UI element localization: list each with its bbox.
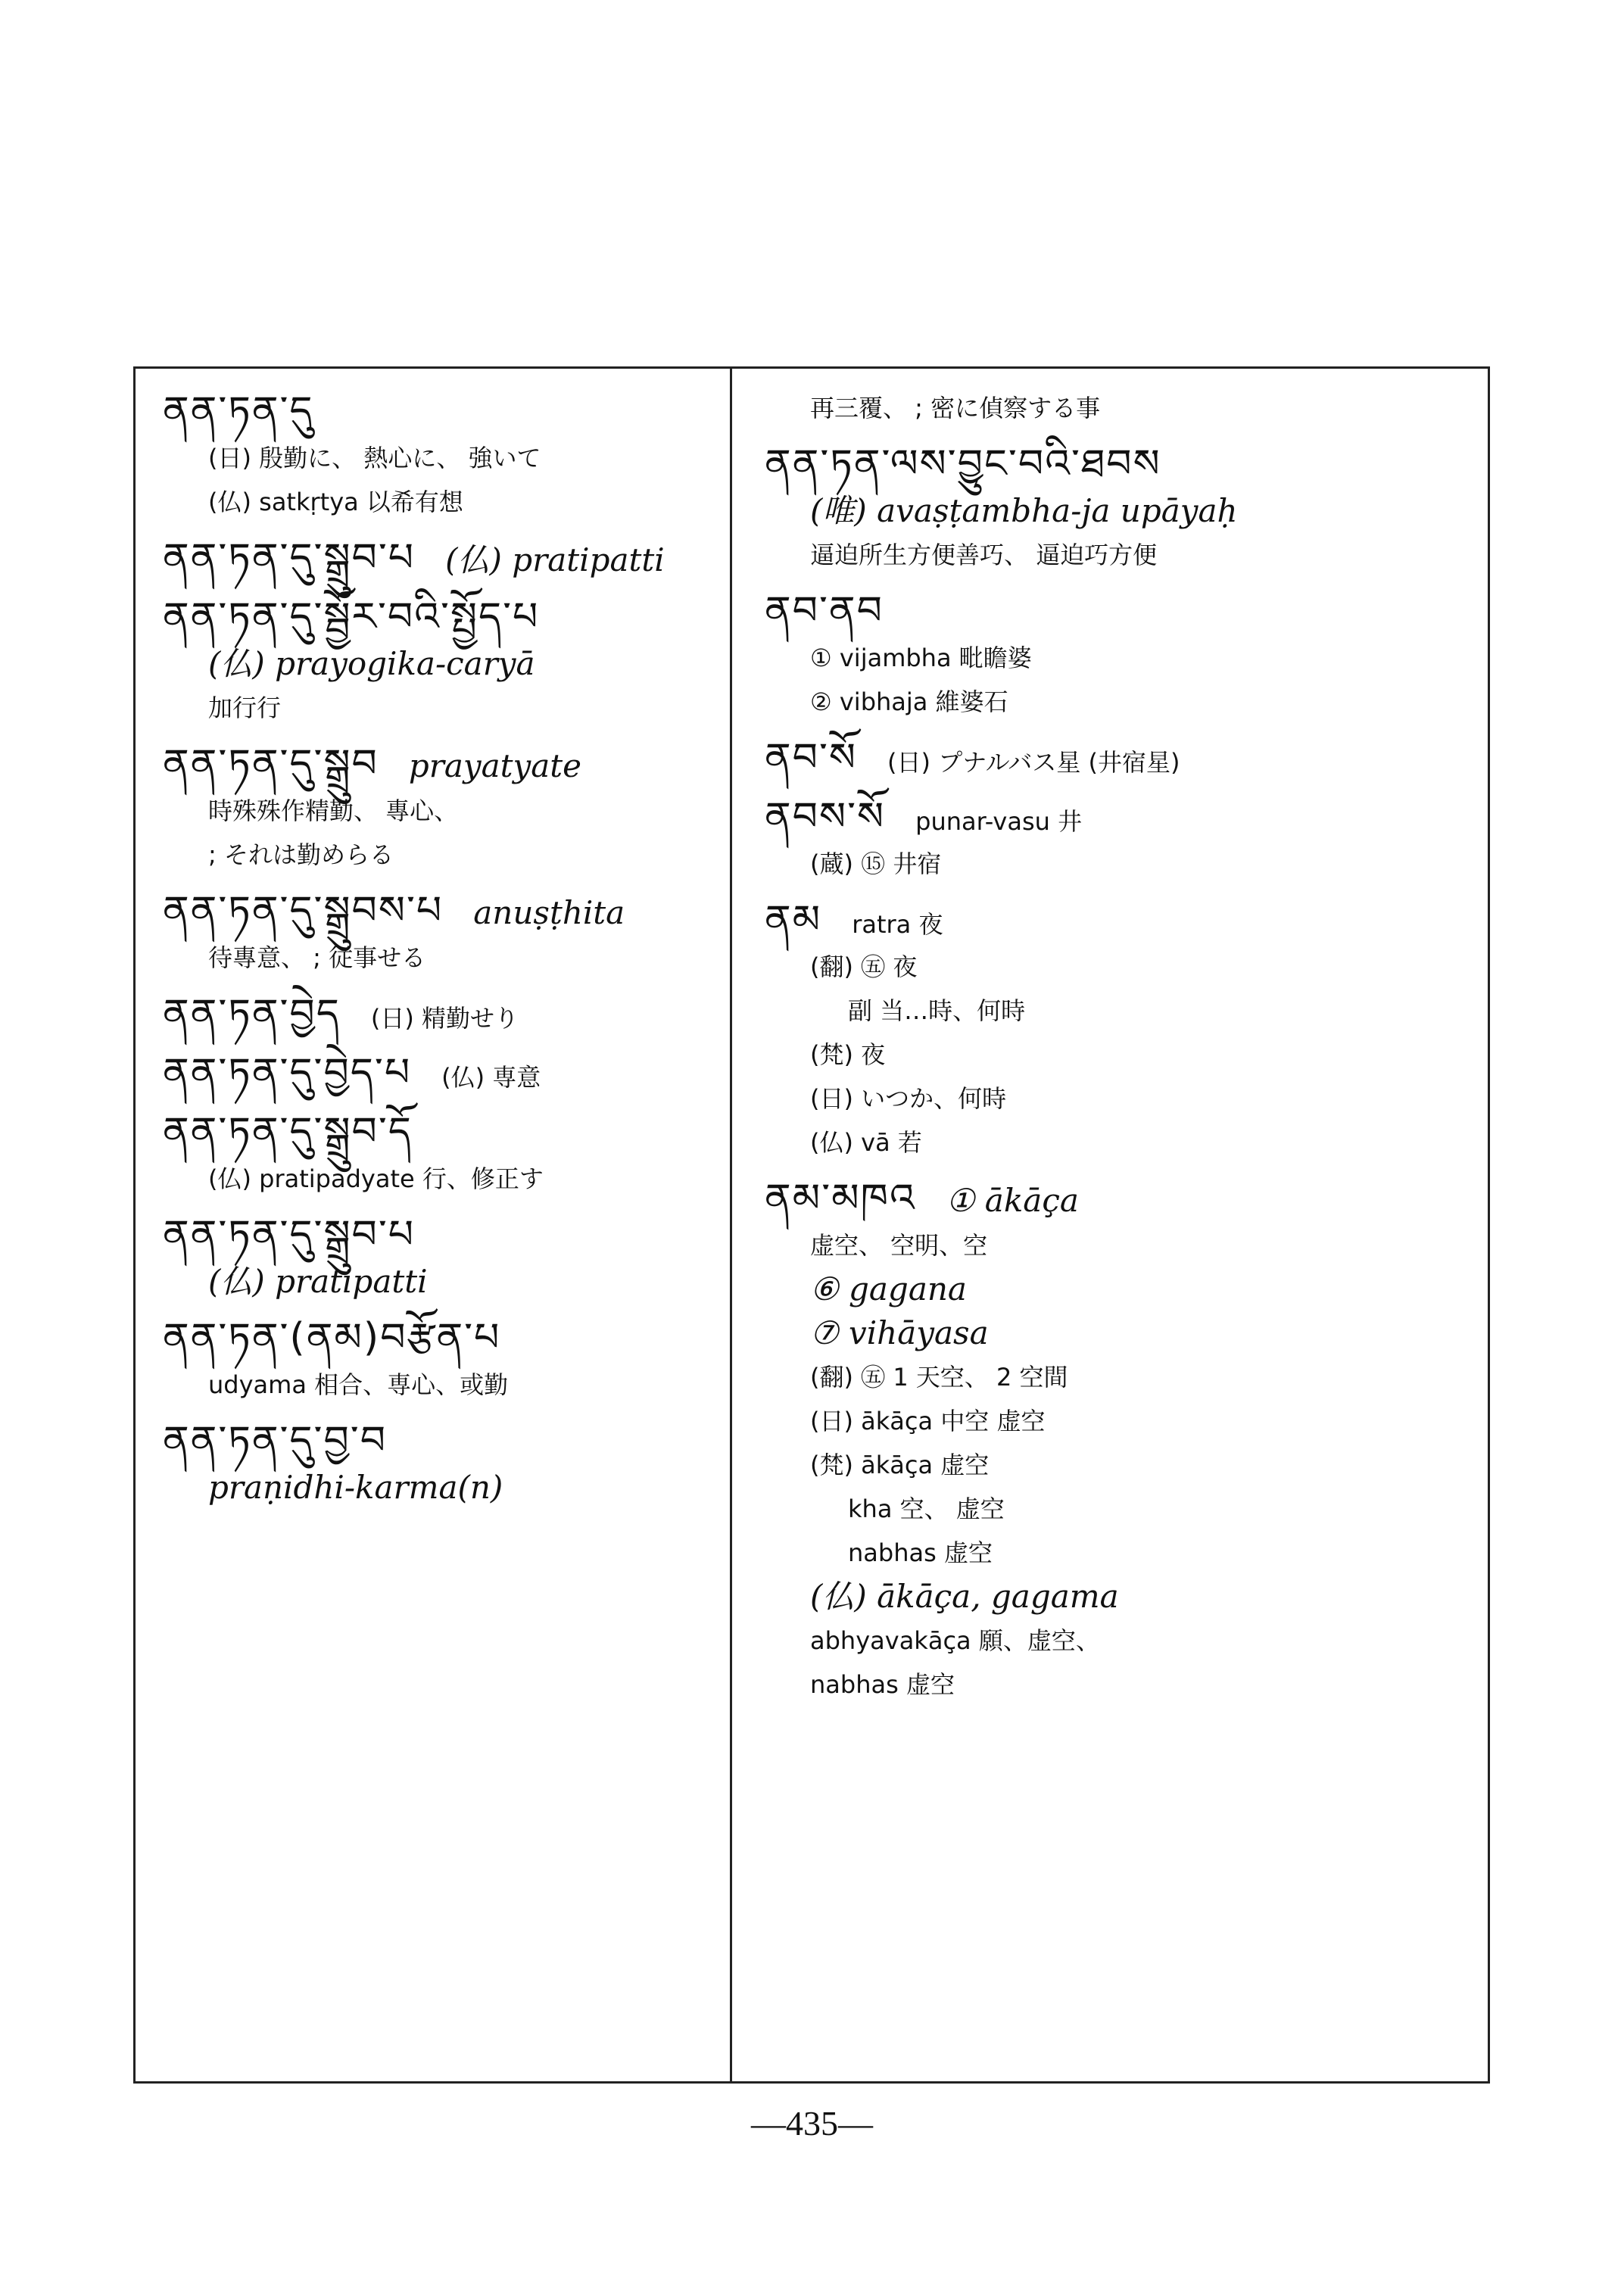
- gloss-line: (蔵) ⑮ 井宿: [810, 849, 942, 878]
- entry-headword-line: [765, 586, 1469, 636]
- gloss-line: (仏) pratipatti: [208, 1263, 428, 1300]
- tibetan-headword: ནན་ཏན་དུ་སྒྲུབ་དོ: [163, 1109, 413, 1155]
- dictionary-entry: [163, 533, 715, 583]
- gloss-line: nabhas 虚空: [810, 1670, 955, 1699]
- dictionary-entry: [765, 586, 1469, 724]
- gloss-line: (日) 殷勤に、 熱心に、 強いて: [208, 444, 541, 472]
- entry-headword-line: [163, 1416, 715, 1466]
- inline-gloss: (仏) 専意: [441, 1063, 541, 1092]
- tibetan-headword: ནམ་མཁའ: [765, 1176, 916, 1221]
- entry-headword-line: [163, 1313, 715, 1363]
- dictionary-entry: [163, 592, 715, 730]
- entry-headword-line: [163, 386, 715, 436]
- inline-gloss: (仏) pratipatti: [445, 541, 665, 578]
- tibetan-headword: ནན་ཏན་དུ་བྱ་བ: [163, 1418, 388, 1463]
- entry-headword-line: [163, 886, 715, 936]
- dictionary-entry: [163, 739, 715, 877]
- dictionary-entry: [765, 1173, 1469, 1706]
- gloss-line: (梵) 夜: [810, 1040, 886, 1069]
- inline-gloss: ① ākāça: [946, 1182, 1079, 1219]
- tibetan-headword: ནན་ཏན་དུ་སྒྲུབ་པ: [163, 535, 416, 581]
- right-column: [765, 386, 1469, 1716]
- gloss-line: 加行行: [208, 693, 282, 722]
- inline-gloss: anuṣṭhita: [473, 894, 625, 931]
- gloss-line: (仏) prayogika-caryā: [208, 645, 535, 682]
- entry-headword-line: [163, 989, 715, 1039]
- tibetan-headword: ནན་ཏན་དུ: [163, 388, 314, 434]
- entry-headword-line: [163, 1107, 715, 1157]
- entry-headword-line: [765, 792, 1469, 842]
- gloss-line: abhyavakāça 願、虚空、: [810, 1626, 1100, 1655]
- entry-headword-line: [765, 439, 1469, 489]
- dictionary-entry: [765, 733, 1469, 783]
- gloss-line: (翻) ㊄ 夜: [810, 952, 918, 981]
- tibetan-headword: ནམ: [765, 897, 822, 943]
- tibetan-headword: ནན་ཏན་དུ་བྱེད་པ: [163, 1050, 412, 1096]
- gloss-line: 待專意、 ; 従事せる: [208, 943, 426, 972]
- gloss-line: 再三覆、 ; 密に偵察する事: [810, 394, 1101, 422]
- gloss-line: 副 当…時、何時: [848, 996, 1026, 1025]
- entry-headword-line: [765, 1173, 1469, 1223]
- gloss-line: (翻) ㊄ 1 天空、 2 空間: [810, 1363, 1068, 1392]
- dictionary-entry: [163, 989, 715, 1039]
- dictionary-entry: [163, 1048, 715, 1098]
- tibetan-headword: ནན་ཏན་དུ་སྒྲུབས་པ: [163, 888, 444, 933]
- inline-gloss: (日) 精勤せり: [370, 1004, 519, 1033]
- tibetan-headword: ནན་ཏན་དུ་སྒྲུབ་པ: [163, 1212, 416, 1258]
- dictionary-entry: [765, 439, 1469, 577]
- column-divider: [730, 366, 732, 2084]
- gloss-line: 時殊殊作精勤、 專心、: [208, 796, 459, 825]
- gloss-line: 逼迫所生方便善巧、 逼迫巧方便: [810, 541, 1158, 569]
- gloss-line: nabhas 虚空: [848, 1538, 993, 1567]
- left-column: [163, 386, 715, 1519]
- gloss-line: (仏) pratipadyate 行、修正す: [208, 1164, 544, 1193]
- gloss-line: (梵) ākāça 虚空: [810, 1451, 990, 1479]
- entry-headword-line: [163, 739, 715, 789]
- dictionary-entry: [163, 1416, 715, 1510]
- dictionary-entry: [765, 386, 1469, 430]
- gloss-line: kha 空、 虚空: [848, 1495, 1005, 1523]
- dictionary-entry: [163, 1313, 715, 1407]
- gloss-line: 虚空、 空明、空: [810, 1231, 988, 1260]
- gloss-line: ; それは勤めらる: [208, 840, 394, 869]
- tibetan-headword: ནབ་སོ: [765, 735, 858, 781]
- dictionary-entry: [163, 1210, 715, 1304]
- tibetan-headword: ནབ་ནབ: [765, 588, 884, 634]
- inline-gloss: (日) プナルバス星 (井宿星): [887, 748, 1180, 777]
- gloss-line: ⑦ vihāyasa: [810, 1314, 989, 1351]
- inline-gloss: prayatyate: [408, 747, 582, 784]
- entry-headword-line: [765, 895, 1469, 945]
- page-number: —435—: [751, 2104, 873, 2143]
- tibetan-headword: ནན་ཏན་(ནམ)བརྩོན་པ: [163, 1315, 501, 1361]
- entry-headword-line: [163, 592, 715, 642]
- gloss-line: udyama 相合、専心、或勤: [208, 1370, 509, 1399]
- gloss-line: (日) ākāça 中空 虚空: [810, 1407, 1046, 1435]
- inline-gloss: ratra 夜: [852, 910, 943, 939]
- gloss-line: ① vijambha 毗瞻婆: [810, 644, 1032, 672]
- dictionary-entry: [765, 792, 1469, 886]
- gloss-line: (仏) vā 若: [810, 1128, 922, 1157]
- gloss-line: ② vibhaja 維婆石: [810, 687, 1008, 716]
- dictionary-entry: [765, 895, 1469, 1164]
- entry-headword-line: [765, 733, 1469, 783]
- entry-headword-line: [163, 533, 715, 583]
- tibetan-headword: ནབས་སོ: [765, 794, 886, 840]
- gloss-line: ⑥ gagana: [810, 1270, 967, 1308]
- gloss-line: (日) いつか、何時: [810, 1084, 1007, 1113]
- gloss-line: (仏) satkṛtya 以希有想: [208, 488, 463, 516]
- inline-gloss: punar-vasu 井: [915, 807, 1083, 836]
- dictionary-entry: [163, 1107, 715, 1201]
- tibetan-headword: ནན་ཏན་དུ་སྒྲུབ: [163, 741, 379, 787]
- entry-headword-line: [163, 1048, 715, 1098]
- tibetan-headword: ནན་ཏན་བྱེད: [163, 991, 341, 1036]
- tibetan-headword: ནན་ཏན་ལས་བྱུང་བའི་ཐབས: [765, 441, 1161, 487]
- gloss-line: praṇidhi-karma(n): [208, 1469, 503, 1506]
- dictionary-entry: [163, 886, 715, 980]
- gloss-line: (仏) ākāça, gagama: [810, 1578, 1119, 1615]
- gloss-line: (唯) avaṣṭambha-ja upāyaḥ: [810, 492, 1238, 529]
- dictionary-entry: [163, 386, 715, 524]
- entry-headword-line: [163, 1210, 715, 1260]
- tibetan-headword: ནན་ཏན་དུ་སྦྱོར་བའི་སྤྱོད་པ: [163, 594, 540, 640]
